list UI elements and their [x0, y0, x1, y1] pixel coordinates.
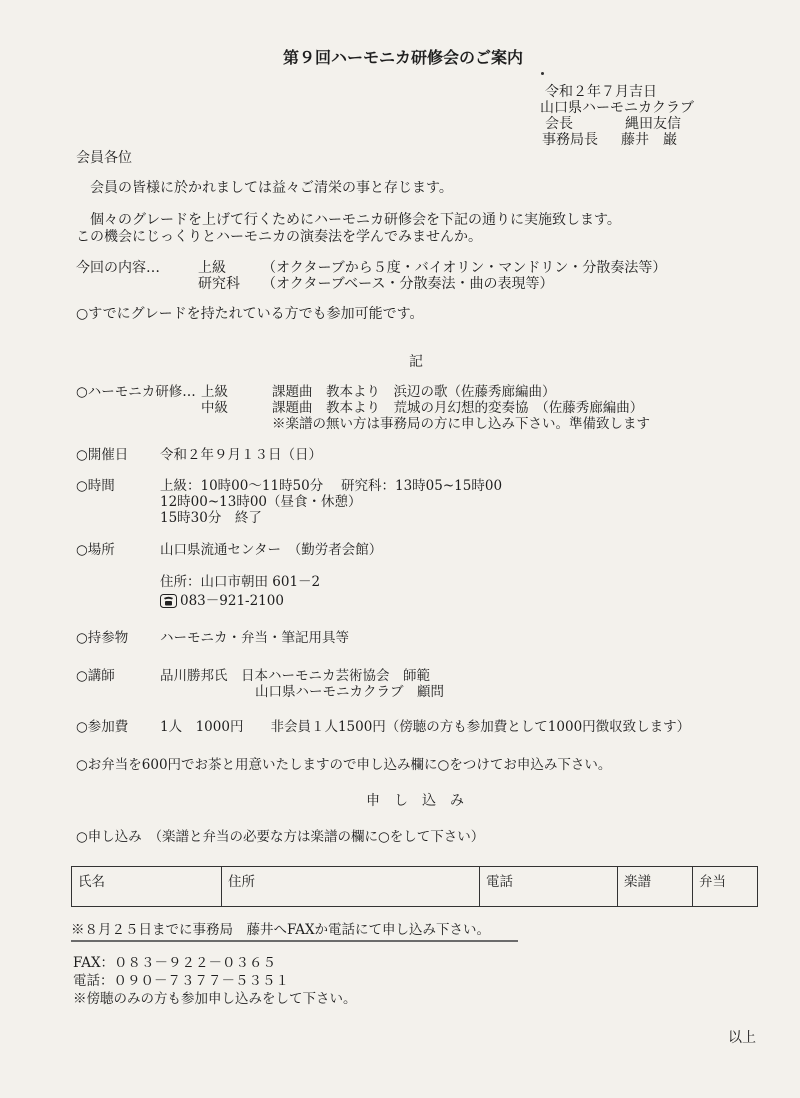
fee-label: ○参加費 [76, 719, 129, 735]
level-advanced-desc: （オクターブから５度・バイオリン・マンドリン・分散奏法等） [262, 260, 667, 276]
level-advanced: 上級 [198, 260, 226, 276]
greeting-paragraph: 会員の皆様に於かれましては益々ご清栄の事と存じます。 [90, 180, 453, 196]
place-label: ○場所 [76, 542, 115, 558]
training-task-intermediate: 課題曲 教本より 荒城の月幻想的変奏協 （佐藤秀廊編曲） [272, 400, 644, 416]
items-label: ○持参物 [76, 630, 129, 646]
training-level-intermediate: 中級 [201, 400, 228, 416]
lecturer-line-2: 山口県ハーモニカクラブ 顧問 [255, 684, 444, 700]
contents-label: 今回の内容… [76, 260, 160, 276]
items-value: ハーモニカ・弁当・筆記用具等 [160, 630, 349, 646]
time-label: ○時間 [76, 478, 115, 494]
issue-date: 令和２年７月吉日 [545, 84, 657, 100]
training-task-advanced: 課題曲 教本より 浜辺の歌（佐藤秀廊編曲） [272, 384, 556, 400]
bento-note: ○お弁当を600円でお茶と用意いたしますので申し込み欄に○をつけてお申込み下さい。 [76, 757, 612, 773]
level-research-desc: （オクターブベース・分散奏法・曲の表現等） [262, 276, 554, 292]
level-research: 研究科 [198, 276, 240, 292]
deadline-note: ※８月２５日までに事務局 藤井へFAXか電話にて申し込み下さい。 [71, 922, 491, 938]
salutation: 会員各位 [76, 150, 132, 166]
column-bento[interactable]: 弁当 [693, 867, 758, 907]
contact-note: ※傍聴のみの方も参加申し込みをして下さい。 [73, 991, 357, 1007]
participation-note: ○すでにグレードを持たれている方でも参加可能です。 [76, 306, 424, 322]
president-label: 会長 [545, 116, 573, 132]
lecturer-line-1: 品川勝邦氏 日本ハーモニカ芸術協会 師範 [160, 668, 430, 684]
column-phone[interactable]: 電話 [480, 867, 618, 907]
contact-fax: FAX：０８３－９２２－０３６５ [73, 955, 277, 971]
secretary-label: 事務局長 [542, 132, 598, 148]
table-row [72, 867, 758, 907]
deadline-underline [71, 940, 518, 942]
president-name: 縄田友信 [625, 116, 681, 132]
closing-mark: 以上 [728, 1030, 756, 1046]
contact-tel: 電話：０９０－７３７７－５３５１ [73, 973, 289, 989]
time-line-1: 上級：10時00～11時50分 研究科：13時05~15時00 [160, 478, 503, 494]
secretary-name: 藤井 巌 [621, 132, 677, 148]
place-address: 住所：山口市朝田 601－2 [160, 574, 321, 590]
sender-org: 山口県ハーモニカクラブ [540, 100, 694, 116]
lecturer-label: ○講師 [76, 668, 115, 684]
training-label: ○ハーモニカ研修… [76, 384, 196, 400]
column-sheet-music[interactable]: 楽譜 [618, 867, 693, 907]
apply-instruction: ○申し込み （楽譜と弁当の必要な方は楽譜の欄に○をして下さい） [76, 829, 485, 845]
fee-value: 1人 1000円 非会員１人1500円（傍聴の方も参加費として1000円徴収致します） [160, 719, 691, 735]
document-title: 第９回ハーモニカ研修会のご案内 [283, 48, 524, 67]
telephone-icon [160, 594, 177, 608]
time-line-2: 12時00~13時00（昼食・休憩） [160, 494, 362, 510]
column-address[interactable]: 住所 [222, 867, 480, 907]
apply-heading: 申 し 込 み [366, 793, 464, 809]
application-table [71, 866, 758, 907]
date-value: 令和２年９月１３日（日） [160, 447, 322, 463]
ki-heading: 記 [409, 354, 423, 370]
column-name[interactable]: 氏名 [72, 867, 222, 907]
stray-mark [541, 72, 544, 75]
date-label: ○開催日 [76, 447, 129, 463]
time-line-3: 15時30分 終了 [160, 510, 262, 526]
sheet-music-note: ※楽譜の無い方は事務局の方に申し込み下さい。準備致します [272, 416, 650, 432]
purpose-line-1: 個々のグレードを上げて行くためにハーモニカ研修会を下記の通りに実施致します。 [90, 212, 621, 228]
place-tel: 083－921-2100 [180, 593, 284, 609]
training-level-advanced: 上級 [201, 384, 228, 400]
place-name: 山口県流通センター （勤労者会館） [160, 542, 383, 558]
purpose-line-2: この機会にじっくりとハーモニカの演奏法を学んでみませんか。 [76, 229, 482, 245]
